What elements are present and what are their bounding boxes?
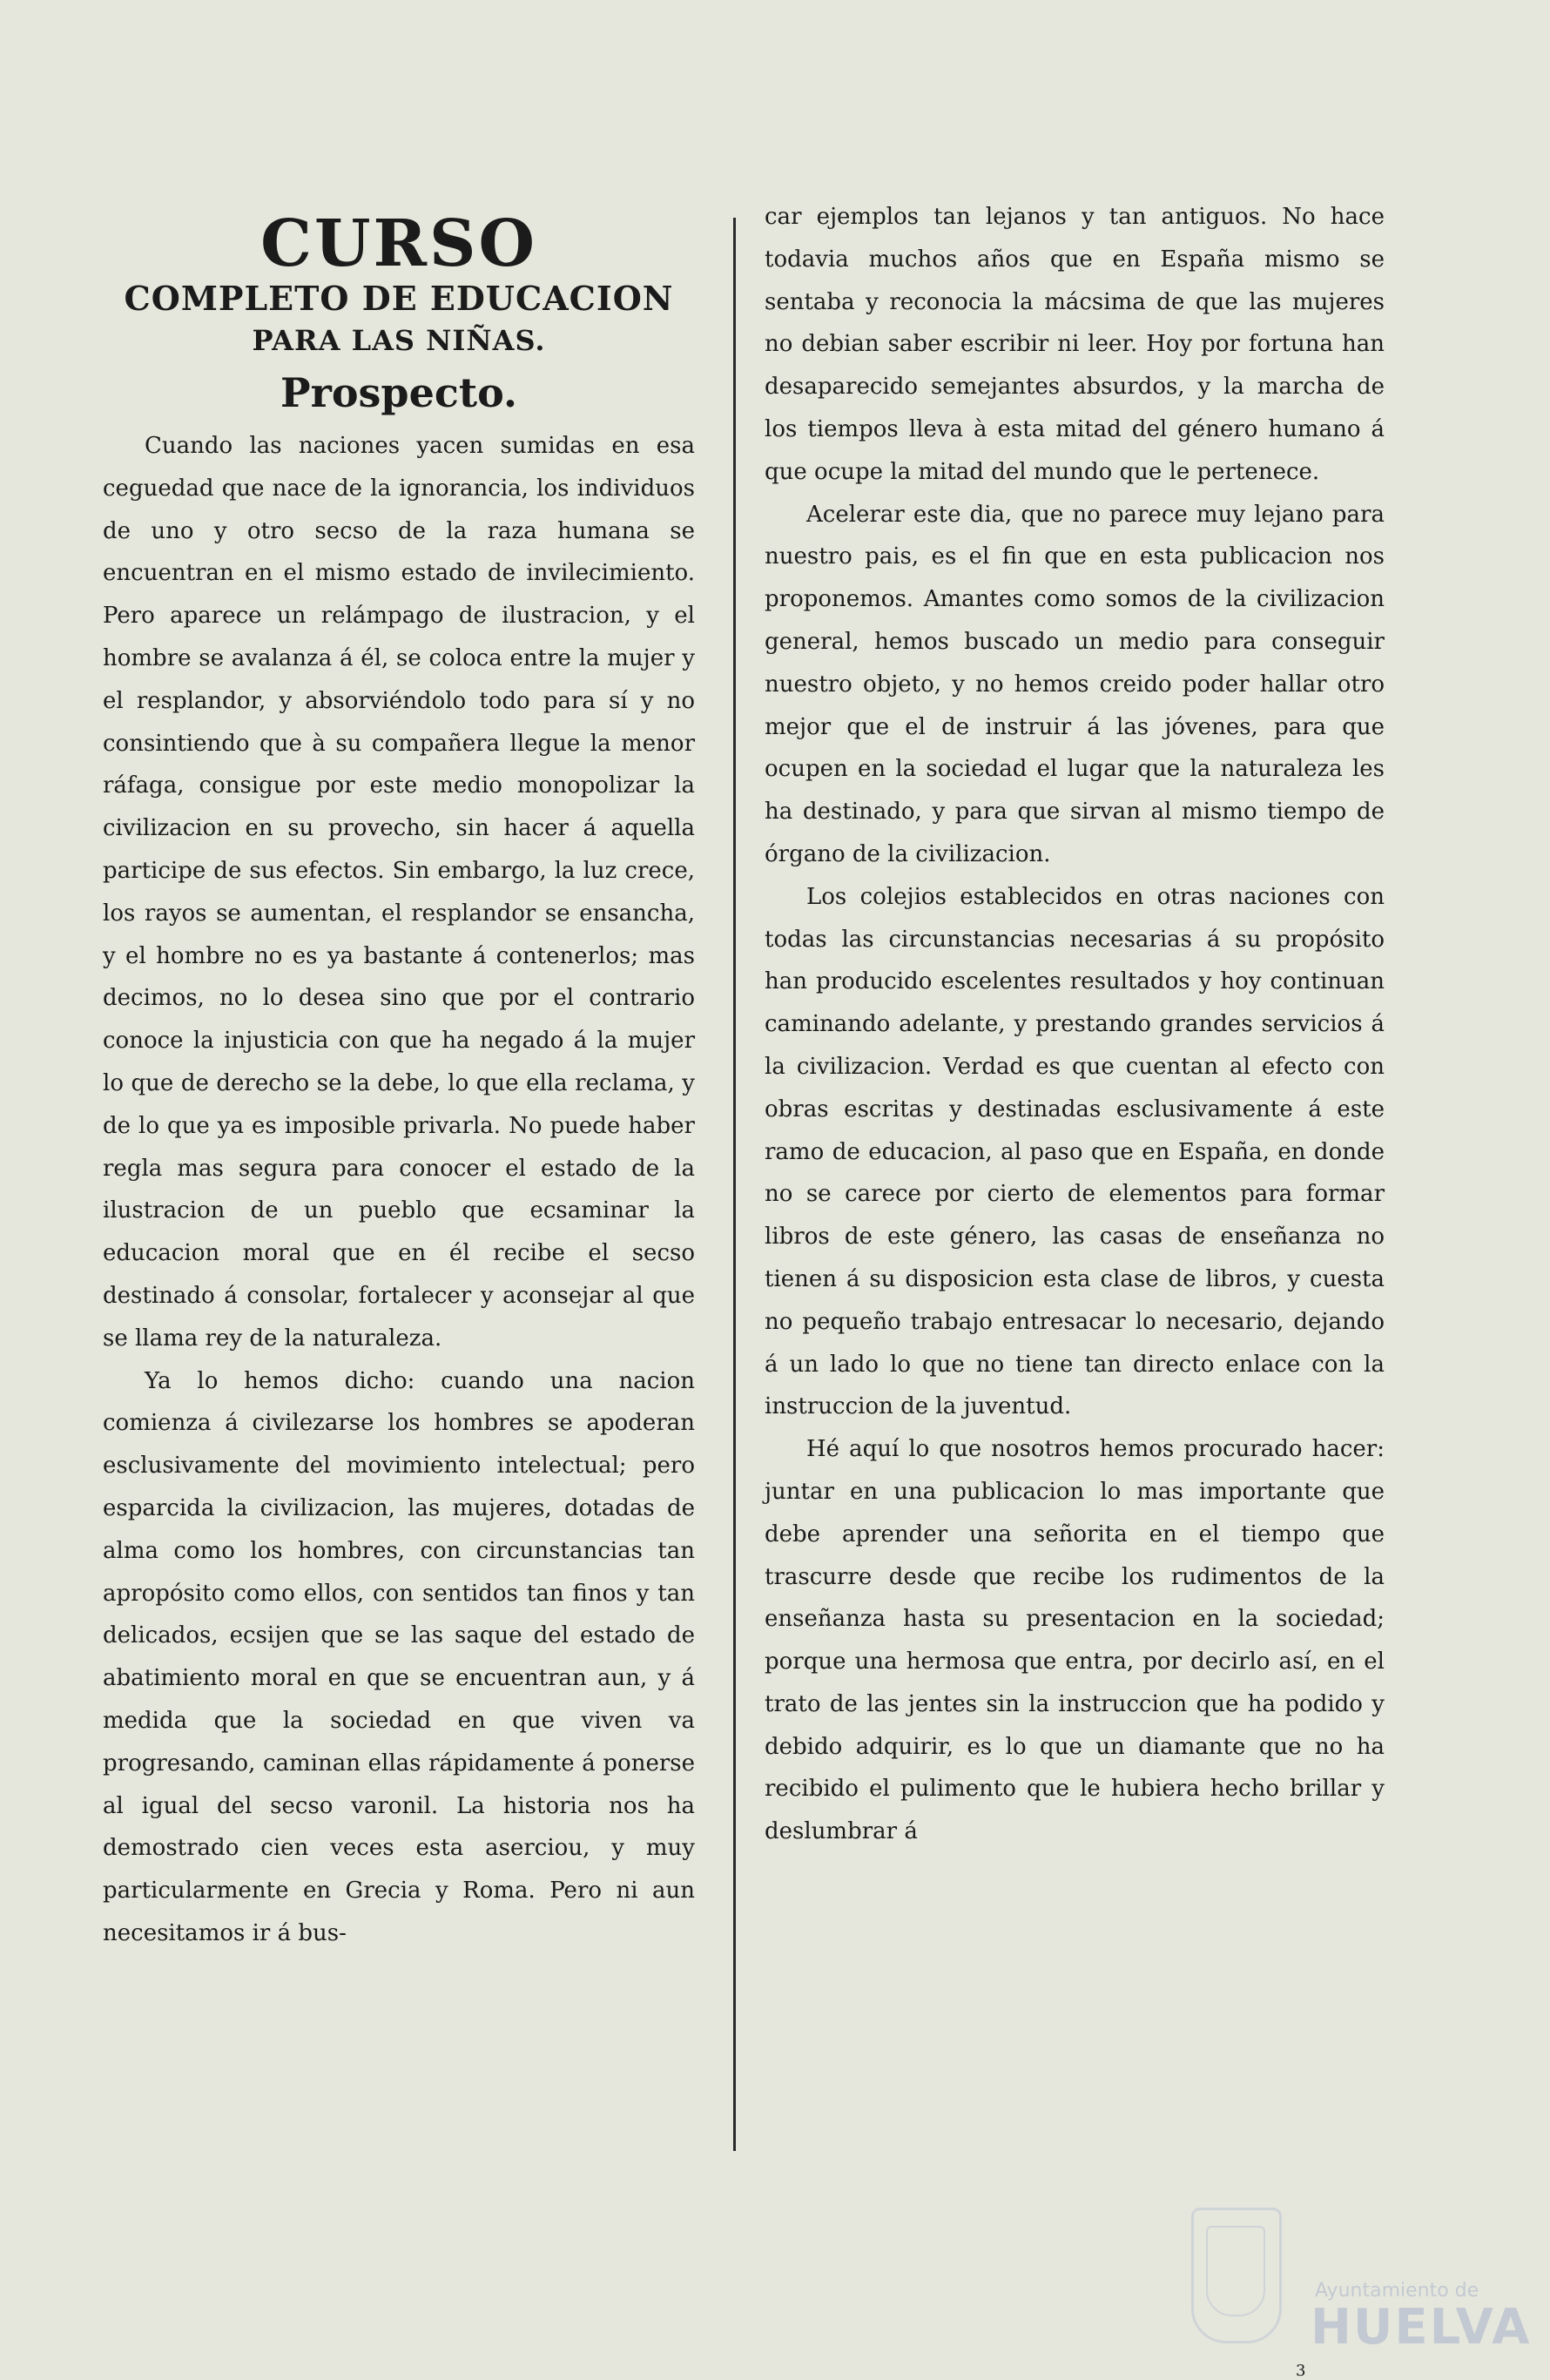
subtitle: COMPLETO DE EDUCACION: [124, 279, 674, 318]
watermark-logo-text: HUELVA: [1311, 2299, 1532, 2356]
subtitle-2: PARA LAS NIÑAS.: [252, 324, 546, 357]
watermark-small-text: Ayuntamiento de: [1315, 2280, 1479, 2302]
shield-crest-icon: [1191, 2208, 1282, 2343]
paragraph: Hé aquí lo que nosotros hemos procurado hacer: juntar en una publicacion lo mas importante que debe aprender una señorita en el tiempo que trascurre desde que recibe los rudimentos de la enseñanza hasta su presentacion en la sociedad; porque una hermosa que entra, por decirlo así, en el trato de las jentes sin la instruccion que ha podido y debido adquirir, es lo que un diamante que no ha recibido el pulimento que le hubiera hecho brillar y deslumbrar á: [765, 1436, 1385, 1845]
paragraph: Los colejios establecidos en otras naciones con todas las circunstancias necesarias á su propósito han producido escelentes resultados y hoy continuan caminando adelante, y prestando grandes servicios á la civilizacion. Verdad es que cuentan al efecto con obras escritas y destinadas esclusivamente á este ramo de educacion, al paso que en España, en donde no se carece por cierto de elementos para formar libros de este género, las casas de enseñanza no tienen á su disposicion esta clase de libros, y cuesta no pequeño trabajo entresacar lo necesario, dejando á un lado lo que no tiene tan directo enlace con la instruccion de la juventud.: [765, 883, 1385, 1420]
left-column: [103, 196, 695, 1955]
main-title: CURSO: [260, 206, 537, 281]
section-heading: Prospecto.: [280, 369, 517, 416]
page-mark: 3: [1296, 2362, 1306, 2380]
column-divider: [733, 218, 736, 2151]
paragraph: Cuando las naciones yacen sumidas en esa ceguedad que nace de la ignorancia, los individuos de uno y otro secso de la raza humana se encuentran en el mismo estado de invilecimiento. Pero aparece un relámpago de ilustracion, y el hombre se avalanza á él, se coloca entre la mujer y el resplandor, y absorviéndolo todo para sí y no consintiendo que à su compañera llegue la menor ráfaga, consigue por este medio monopolizar la civilizacion en su provecho, sin hacer á aquella participe de sus efectos. Sin embargo, la luz crece, los rayos se aumentan, el resplandor se ensancha, y el hombre no es ya bastante á contenerlos; mas decimos, no lo desea sino que por el contrario conoce la injusticia con que ha negado á la mujer lo que de derecho se la debe, lo que ella reclama, y de lo que ya es imposible privarla. No puede haber regla mas segura para conocer el estado de la ilustracion de un pueblo que ecsaminar la educacion moral que en él recibe el secso destinado á consolar, fortalecer y aconsejar al que se llama rey de la naturaleza.: [103, 433, 695, 1352]
title-block: [103, 206, 695, 420]
paragraph: car ejemplos tan lejanos y tan antiguos. No hace todavia muchos años que en España mismo se sentaba y reconocia la mácsima de que las mujeres no debian saber escribir ni leer. Hoy por fortuna han desaparecido semejantes absurdos, y la marcha de los tiempos lleva à esta mitad del género humano á que ocupe la mitad del mundo que le pertenece.: [765, 204, 1385, 485]
right-column: [765, 196, 1385, 1853]
paragraph: Ya lo hemos dicho: cuando una nacion comienza á civilezarse los hombres se apoderan esclusivamente del movimiento intelectual; pero esparcida la civilizacion, las mujeres, dotadas de alma como los hombres, con circunstancias tan apropósito como ellos, con sentidos tan finos y tan delicados, ecsijen que se las saque del estado de abatimiento moral en que se encuentran aun, y á medida que la sociedad en que viven va progresando, caminan ellas rápidamente á ponerse al igual del secso varonil. La historia nos ha demostrado cien veces esta aserciou, y muy particularmente en Grecia y Roma. Pero ni aun necesitamos ir á bus-: [103, 1367, 695, 1946]
shield-inner: [1206, 2226, 1265, 2316]
paragraph: Acelerar este dia, que no parece muy lejano para nuestro pais, es el fin que en esta publicacion nos proponemos. Amantes como somos de la civilizacion general, hemos buscado un medio para conseguir nuestro objeto, y no hemos creido poder hallar otro mejor que el de instruir á las jóvenes, para que ocupen en la sociedad el lugar que la naturaleza les ha destinado, y para que sirvan al mismo tiempo de órgano de la civilizacion.: [765, 501, 1385, 867]
